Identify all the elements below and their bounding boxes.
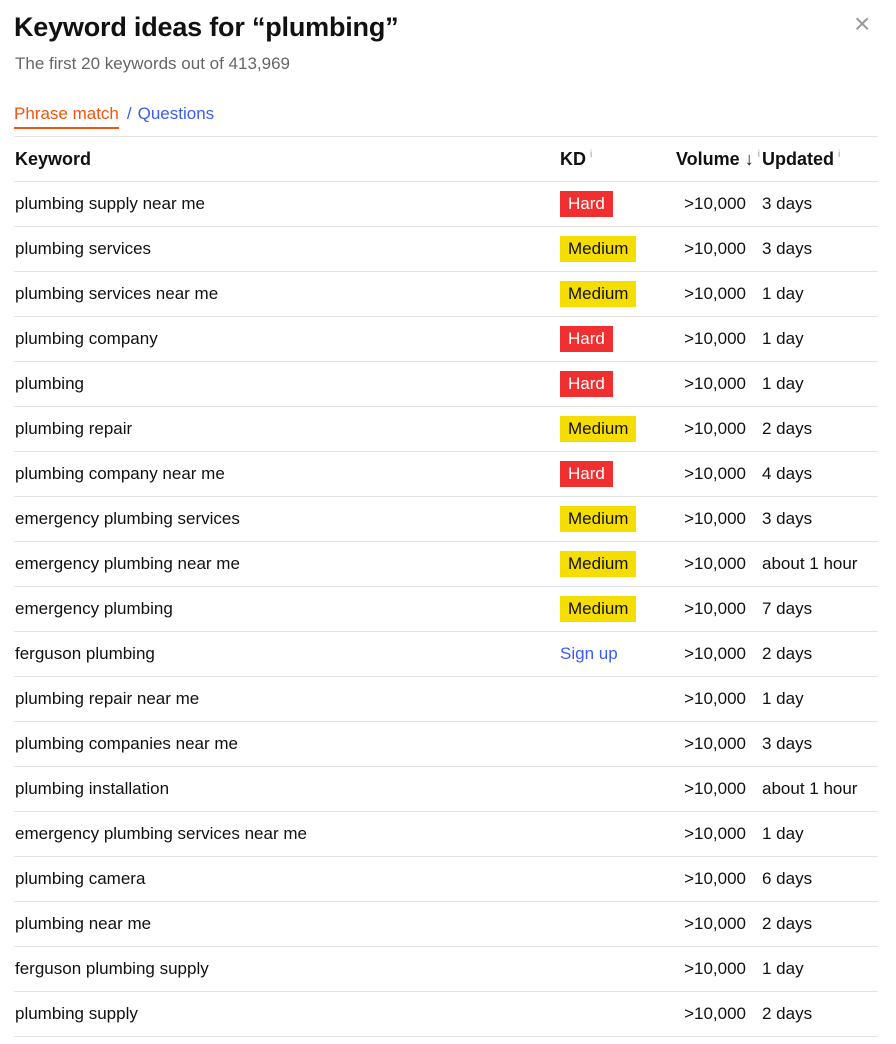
updated-cell: 1 day: [762, 824, 804, 843]
updated-cell: 2 days: [762, 419, 813, 438]
updated-cell: 3 days: [762, 239, 813, 258]
table-row[interactable]: [14, 722, 878, 767]
column-updated[interactable]: [762, 137, 878, 182]
table-row[interactable]: [14, 812, 878, 857]
volume-cell: >10,000: [684, 689, 746, 708]
updated-cell: about 1 hour: [762, 779, 858, 798]
keyword-cell[interactable]: plumbing companies near me: [15, 734, 239, 753]
kd-cell: [560, 992, 650, 1037]
table-row[interactable]: [14, 497, 878, 542]
kd-cell: [560, 497, 650, 542]
updated-cell: 3 days: [762, 734, 813, 753]
volume-cell: >10,000: [684, 914, 746, 933]
kd-badge: Hard: [560, 371, 613, 397]
table-row[interactable]: [14, 632, 878, 677]
kd-cell: [560, 722, 650, 767]
tab-phrase-match[interactable]: Phrase match: [14, 104, 119, 129]
volume-cell: >10,000: [684, 239, 746, 258]
kd-badge: Hard: [560, 461, 613, 487]
table-row[interactable]: [14, 902, 878, 947]
keyword-cell[interactable]: plumbing services near me: [15, 284, 219, 303]
keyword-cell[interactable]: emergency plumbing: [15, 599, 173, 618]
kd-badge: Hard: [560, 191, 613, 217]
volume-cell: >10,000: [684, 599, 746, 618]
kd-cell: [560, 362, 650, 407]
keyword-cell[interactable]: plumbing camera: [15, 869, 146, 888]
keyword-cell[interactable]: ferguson plumbing: [15, 644, 155, 663]
kd-cell: [560, 587, 650, 632]
kd-cell: [560, 902, 650, 947]
keyword-cell[interactable]: plumbing company near me: [15, 464, 225, 483]
updated-cell: 1 day: [762, 329, 804, 348]
updated-cell: 1 day: [762, 374, 804, 393]
keyword-cell[interactable]: emergency plumbing services: [15, 509, 240, 528]
updated-cell: 3 days: [762, 509, 813, 528]
keyword-cell[interactable]: plumbing repair: [15, 419, 133, 438]
updated-cell: 7 days: [762, 599, 813, 618]
kd-badge: Medium: [560, 281, 636, 307]
kd-cell: [560, 767, 650, 812]
volume-cell: >10,000: [684, 284, 746, 303]
table-row[interactable]: [14, 272, 878, 317]
kd-badge: Medium: [560, 596, 636, 622]
keyword-cell[interactable]: plumbing near me: [15, 914, 152, 933]
kd-cell: [560, 407, 650, 452]
kd-badge: Hard: [560, 326, 613, 352]
keyword-cell[interactable]: plumbing installation: [15, 779, 170, 798]
table-header: [14, 137, 878, 182]
kd-cell: [560, 227, 650, 272]
table-row[interactable]: [14, 677, 878, 722]
kd-cell: [560, 947, 650, 992]
column-keyword-label: Keyword: [15, 148, 92, 169]
table-row[interactable]: [14, 992, 878, 1037]
info-icon[interactable]: i: [838, 148, 841, 160]
kd-cell: [560, 182, 650, 227]
updated-cell: 2 days: [762, 644, 813, 663]
column-kd-label: KD: [560, 148, 586, 169]
updated-cell: about 1 hour: [762, 554, 858, 573]
kd-cell: [560, 632, 650, 677]
volume-cell: >10,000: [684, 1004, 746, 1023]
table-row[interactable]: [14, 407, 878, 452]
table-row[interactable]: [14, 182, 878, 227]
updated-cell: 1 day: [762, 689, 804, 708]
volume-cell: >10,000: [684, 779, 746, 798]
table-row[interactable]: [14, 857, 878, 902]
subtitle: The first 20 keywords out of 413,969: [15, 54, 290, 73]
info-icon[interactable]: i: [757, 148, 760, 160]
updated-cell: 3 days: [762, 194, 813, 213]
kd-cell: [560, 317, 650, 362]
kd-cell: [560, 542, 650, 587]
volume-cell: >10,000: [684, 824, 746, 843]
keyword-cell[interactable]: emergency plumbing near me: [15, 554, 240, 573]
table-row[interactable]: [14, 767, 878, 812]
updated-cell: 6 days: [762, 869, 813, 888]
keyword-cell[interactable]: plumbing repair near me: [15, 689, 200, 708]
keyword-cell[interactable]: plumbing supply near me: [15, 194, 205, 213]
volume-cell: >10,000: [684, 194, 746, 213]
column-keyword[interactable]: [14, 137, 560, 182]
keyword-table: [14, 136, 878, 1037]
kd-badge: Medium: [560, 551, 636, 577]
table-row[interactable]: [14, 452, 878, 497]
table-row[interactable]: [14, 227, 878, 272]
kd-cell: [560, 857, 650, 902]
match-tabs: [14, 104, 214, 129]
column-volume[interactable]: [650, 137, 762, 182]
keyword-cell[interactable]: ferguson plumbing supply: [15, 959, 209, 978]
kd-cell: [560, 677, 650, 722]
table-row[interactable]: [14, 542, 878, 587]
volume-cell: >10,000: [684, 734, 746, 753]
kd-cell: [560, 452, 650, 497]
updated-cell: 2 days: [762, 914, 813, 933]
keyword-cell[interactable]: emergency plumbing services near me: [15, 824, 307, 843]
updated-cell: 2 days: [762, 1004, 813, 1023]
updated-cell: 1 day: [762, 284, 804, 303]
table-row[interactable]: [14, 317, 878, 362]
sign-up-link[interactable]: Sign up: [560, 644, 618, 663]
kd-cell: [560, 272, 650, 317]
keyword-cell[interactable]: plumbing services: [15, 239, 152, 258]
volume-cell: >10,000: [684, 959, 746, 978]
column-volume-label: Volume: [676, 148, 740, 169]
table-row[interactable]: [14, 362, 878, 407]
volume-cell: >10,000: [684, 644, 746, 663]
volume-cell: >10,000: [684, 554, 746, 573]
page-title: Keyword ideas for “plumbing”: [14, 12, 399, 42]
tab-questions[interactable]: Questions: [137, 104, 215, 123]
keyword-cell[interactable]: plumbing: [15, 374, 84, 393]
keyword-cell[interactable]: plumbing company: [15, 329, 158, 348]
column-updated-label: Updated: [762, 148, 834, 169]
kd-cell: [560, 812, 650, 857]
updated-cell: 4 days: [762, 464, 813, 483]
table-row[interactable]: [14, 587, 878, 632]
table-row[interactable]: [14, 947, 878, 992]
column-kd[interactable]: [560, 137, 650, 182]
sort-down-icon[interactable]: ↓: [744, 148, 754, 169]
kd-badge: Medium: [560, 236, 636, 262]
keyword-cell[interactable]: plumbing supply: [15, 1004, 138, 1023]
volume-cell: >10,000: [684, 374, 746, 393]
volume-cell: >10,000: [684, 464, 746, 483]
volume-cell: >10,000: [684, 509, 746, 528]
volume-cell: >10,000: [684, 329, 746, 348]
volume-cell: >10,000: [684, 419, 746, 438]
kd-badge: Medium: [560, 416, 636, 442]
close-icon[interactable]: ×: [854, 8, 871, 39]
updated-cell: 1 day: [762, 959, 804, 978]
info-icon[interactable]: i: [590, 148, 593, 160]
tab-separator: /: [126, 104, 132, 123]
kd-badge: Medium: [560, 506, 636, 532]
volume-cell: >10,000: [684, 869, 746, 888]
